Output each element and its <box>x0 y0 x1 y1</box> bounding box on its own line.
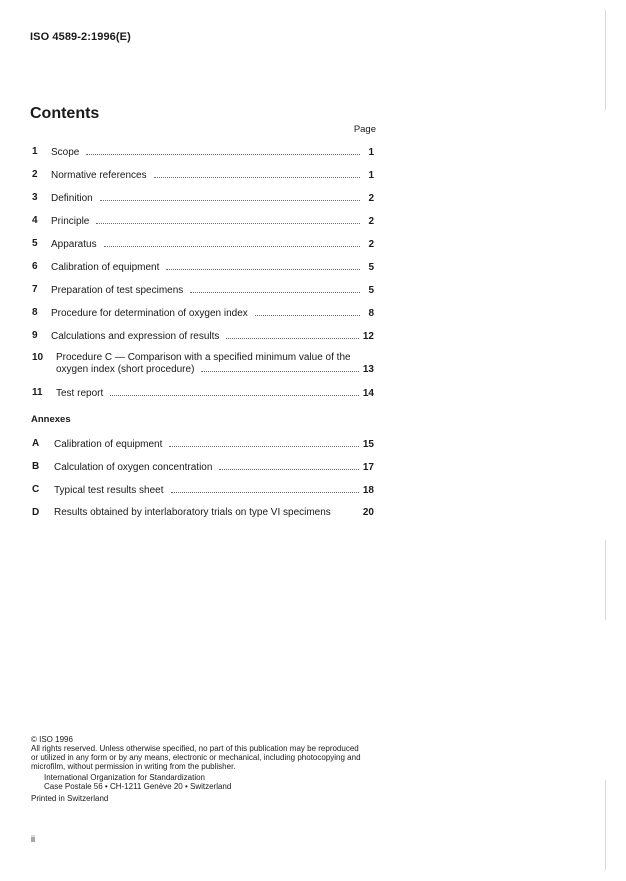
toc-entry-title: Apparatus <box>51 239 97 250</box>
annex-letter: B <box>32 461 40 472</box>
annex-page: 17 <box>362 462 374 473</box>
toc-entry[interactable] <box>32 329 374 343</box>
toc-entry-number: 5 <box>32 238 38 249</box>
toc-entry-number: 6 <box>32 261 38 272</box>
annex-entry[interactable] <box>32 506 374 520</box>
leader-dots <box>166 260 360 270</box>
toc-entry-title-line2: oxygen index (short procedure) <box>56 364 195 375</box>
organization-address: Case Postale 56 • CH-1211 Genève 20 • Switzerland <box>44 782 232 791</box>
toc-entry-page: 2 <box>368 239 374 250</box>
toc-entry-number: 8 <box>32 307 38 318</box>
leader-dots <box>219 460 358 470</box>
rights-line-2: or utilized in any form or by any means, electronic or mechanical, including photocopying and <box>31 753 361 762</box>
page-column-label: Page <box>353 124 376 135</box>
toc-entry-title: Scope <box>51 147 80 158</box>
annex-page: 15 <box>362 439 374 450</box>
toc-entry-number: 4 <box>32 215 38 226</box>
rights-line-3: microfilm, without permission in writing from the publisher. <box>31 762 236 771</box>
toc-entry-title: Normative references <box>51 170 147 181</box>
contents-title: Contents <box>30 105 100 122</box>
annex-letter: D <box>32 507 40 518</box>
toc-entry-title: Preparation of test specimens <box>51 285 184 296</box>
annex-letter: C <box>32 484 40 495</box>
leader-dots <box>190 283 360 293</box>
annex-title: Results obtained by interlaboratory trials on type VI specimens <box>54 507 331 518</box>
toc-entry[interactable] <box>32 237 374 251</box>
toc-entry[interactable] <box>32 260 374 274</box>
scan-edge-line <box>605 10 606 110</box>
scan-edge-line <box>605 540 606 620</box>
copyright-notice: © ISO 1996 <box>31 735 73 744</box>
leader-dots <box>154 168 360 178</box>
toc-entry-page: 5 <box>368 262 374 273</box>
toc-entry-number: 2 <box>32 169 38 180</box>
annex-title: Calculation of oxygen concentration <box>54 462 213 473</box>
toc-entry[interactable] <box>32 191 374 205</box>
organization-name: International Organization for Standardization <box>44 773 205 782</box>
annex-page: 18 <box>362 485 374 496</box>
toc-entry-title-line1: Procedure C — Comparison with a specified minimum value of the <box>56 352 351 363</box>
toc-entry-page: 2 <box>368 216 374 227</box>
leader-dots <box>100 191 360 201</box>
annex-entry[interactable] <box>32 483 374 497</box>
toc-entry-number: 11 <box>32 387 43 398</box>
toc-entry-title: Principle <box>51 216 90 227</box>
toc-entry[interactable] <box>32 168 374 182</box>
toc-entry-title: Test report <box>56 388 104 399</box>
annex-title: Typical test results sheet <box>54 485 164 496</box>
toc-entry-number: 1 <box>32 146 38 157</box>
leader-dots <box>96 214 360 224</box>
leader-dots <box>171 483 359 493</box>
page-number: ii <box>31 834 35 844</box>
annex-page: 20 <box>362 507 374 518</box>
toc-entry-page: 1 <box>368 147 374 158</box>
toc-entry[interactable] <box>32 306 374 320</box>
scan-edge-line <box>605 780 606 870</box>
toc-entry-number: 3 <box>32 192 38 203</box>
printed-notice: Printed in Switzerland <box>31 794 109 803</box>
document-id: ISO 4589-2:1996(E) <box>30 31 131 43</box>
annex-letter: A <box>32 438 40 449</box>
annexes-heading: Annexes <box>31 414 71 425</box>
toc-entry[interactable] <box>32 145 374 159</box>
toc-entry[interactable] <box>32 351 374 377</box>
leader-dots <box>86 145 360 155</box>
toc-entry-number: 7 <box>32 284 38 295</box>
toc-entry-page: 5 <box>368 285 374 296</box>
toc-entry-page: 12 <box>362 331 374 342</box>
rights-line-1: All rights reserved. Unless otherwise specified, no part of this publication may be reproduced <box>31 744 359 753</box>
leader-dots <box>255 306 360 316</box>
annex-title: Calibration of equipment <box>54 439 163 450</box>
toc-entry-page: 2 <box>368 193 374 204</box>
toc-entry-title: Definition <box>51 193 93 204</box>
toc-entry[interactable] <box>32 283 374 297</box>
annex-entry[interactable] <box>32 437 374 451</box>
toc-entry-title: Calculations and expression of results <box>51 331 220 342</box>
toc-entry-page: 13 <box>362 364 374 375</box>
toc-entry-page: 8 <box>368 308 374 319</box>
leader-dots <box>201 362 358 372</box>
toc-entry-title: Procedure for determination of oxygen index <box>51 308 248 319</box>
toc-entry-page: 14 <box>362 388 374 399</box>
toc-entry[interactable] <box>32 386 374 400</box>
leader-dots <box>104 237 360 247</box>
toc-entry-page: 1 <box>368 170 374 181</box>
toc-entry-number: 10 <box>32 352 44 363</box>
toc-entry-number: 9 <box>32 330 38 341</box>
leader-dots <box>226 329 358 339</box>
leader-dots <box>169 437 358 447</box>
annex-entry[interactable] <box>32 460 374 474</box>
toc-entry-title: Calibration of equipment <box>51 262 160 273</box>
leader-dots <box>110 386 359 396</box>
toc-entry[interactable] <box>32 214 374 228</box>
